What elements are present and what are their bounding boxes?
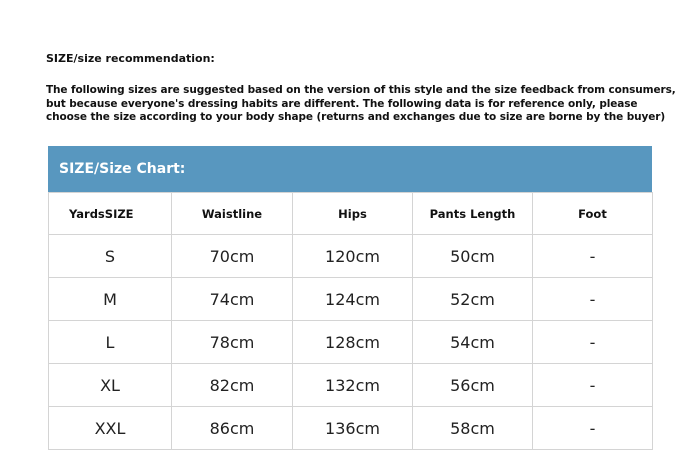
table-cell: 58cm (413, 407, 533, 450)
table-cell: 70cm (172, 235, 293, 278)
table-cell: XL (49, 364, 172, 407)
table-cell: 74cm (172, 278, 293, 321)
table-cell: 52cm (413, 278, 533, 321)
column-header-foot: Foot (533, 193, 653, 235)
table-cell: 120cm (293, 235, 413, 278)
recommendation-text (46, 84, 676, 125)
table-cell: L (49, 321, 172, 364)
table-cell: M (49, 278, 172, 321)
table-cell: 136cm (293, 407, 413, 450)
table-cell: XXL (49, 407, 172, 450)
table-cell: - (533, 407, 653, 450)
recommendation-title: SIZE/size recommendation: (46, 52, 215, 65)
table-cell: 82cm (172, 364, 293, 407)
column-header-waistline: Waistline (172, 193, 293, 235)
table-row (49, 278, 653, 321)
column-header-size: YardsSIZE (49, 193, 172, 235)
table-cell: 128cm (293, 321, 413, 364)
table-cell: - (533, 235, 653, 278)
table-row (49, 364, 653, 407)
table-cell: 50cm (413, 235, 533, 278)
table-cell: - (533, 321, 653, 364)
table-cell: 86cm (172, 407, 293, 450)
recommendation-line: but because everyone's dressing habits are different. The following data is for reference only, please (46, 97, 638, 110)
size-chart (48, 146, 652, 454)
table-cell: 54cm (413, 321, 533, 364)
table-header-row (49, 193, 653, 235)
table-row (49, 321, 653, 364)
table-cell: S (49, 235, 172, 278)
table-cell: - (533, 364, 653, 407)
size-table (48, 192, 653, 450)
table-cell: - (533, 278, 653, 321)
column-header-hips: Hips (293, 193, 413, 235)
table-cell: 132cm (293, 364, 413, 407)
table-row (49, 235, 653, 278)
table-cell: 56cm (413, 364, 533, 407)
recommendation-line: choose the size according to your body shape (returns and exchanges due to size are borne by the buyer) (46, 111, 666, 123)
size-chart-title: SIZE/Size Chart: (48, 146, 652, 192)
table-cell: 124cm (293, 278, 413, 321)
table-row (49, 407, 653, 450)
recommendation-line: The following sizes are suggested based on the version of this style and the size feedback from consumers, (46, 84, 676, 96)
column-header-pants-length: Pants Length (413, 193, 533, 235)
table-cell: 78cm (172, 321, 293, 364)
